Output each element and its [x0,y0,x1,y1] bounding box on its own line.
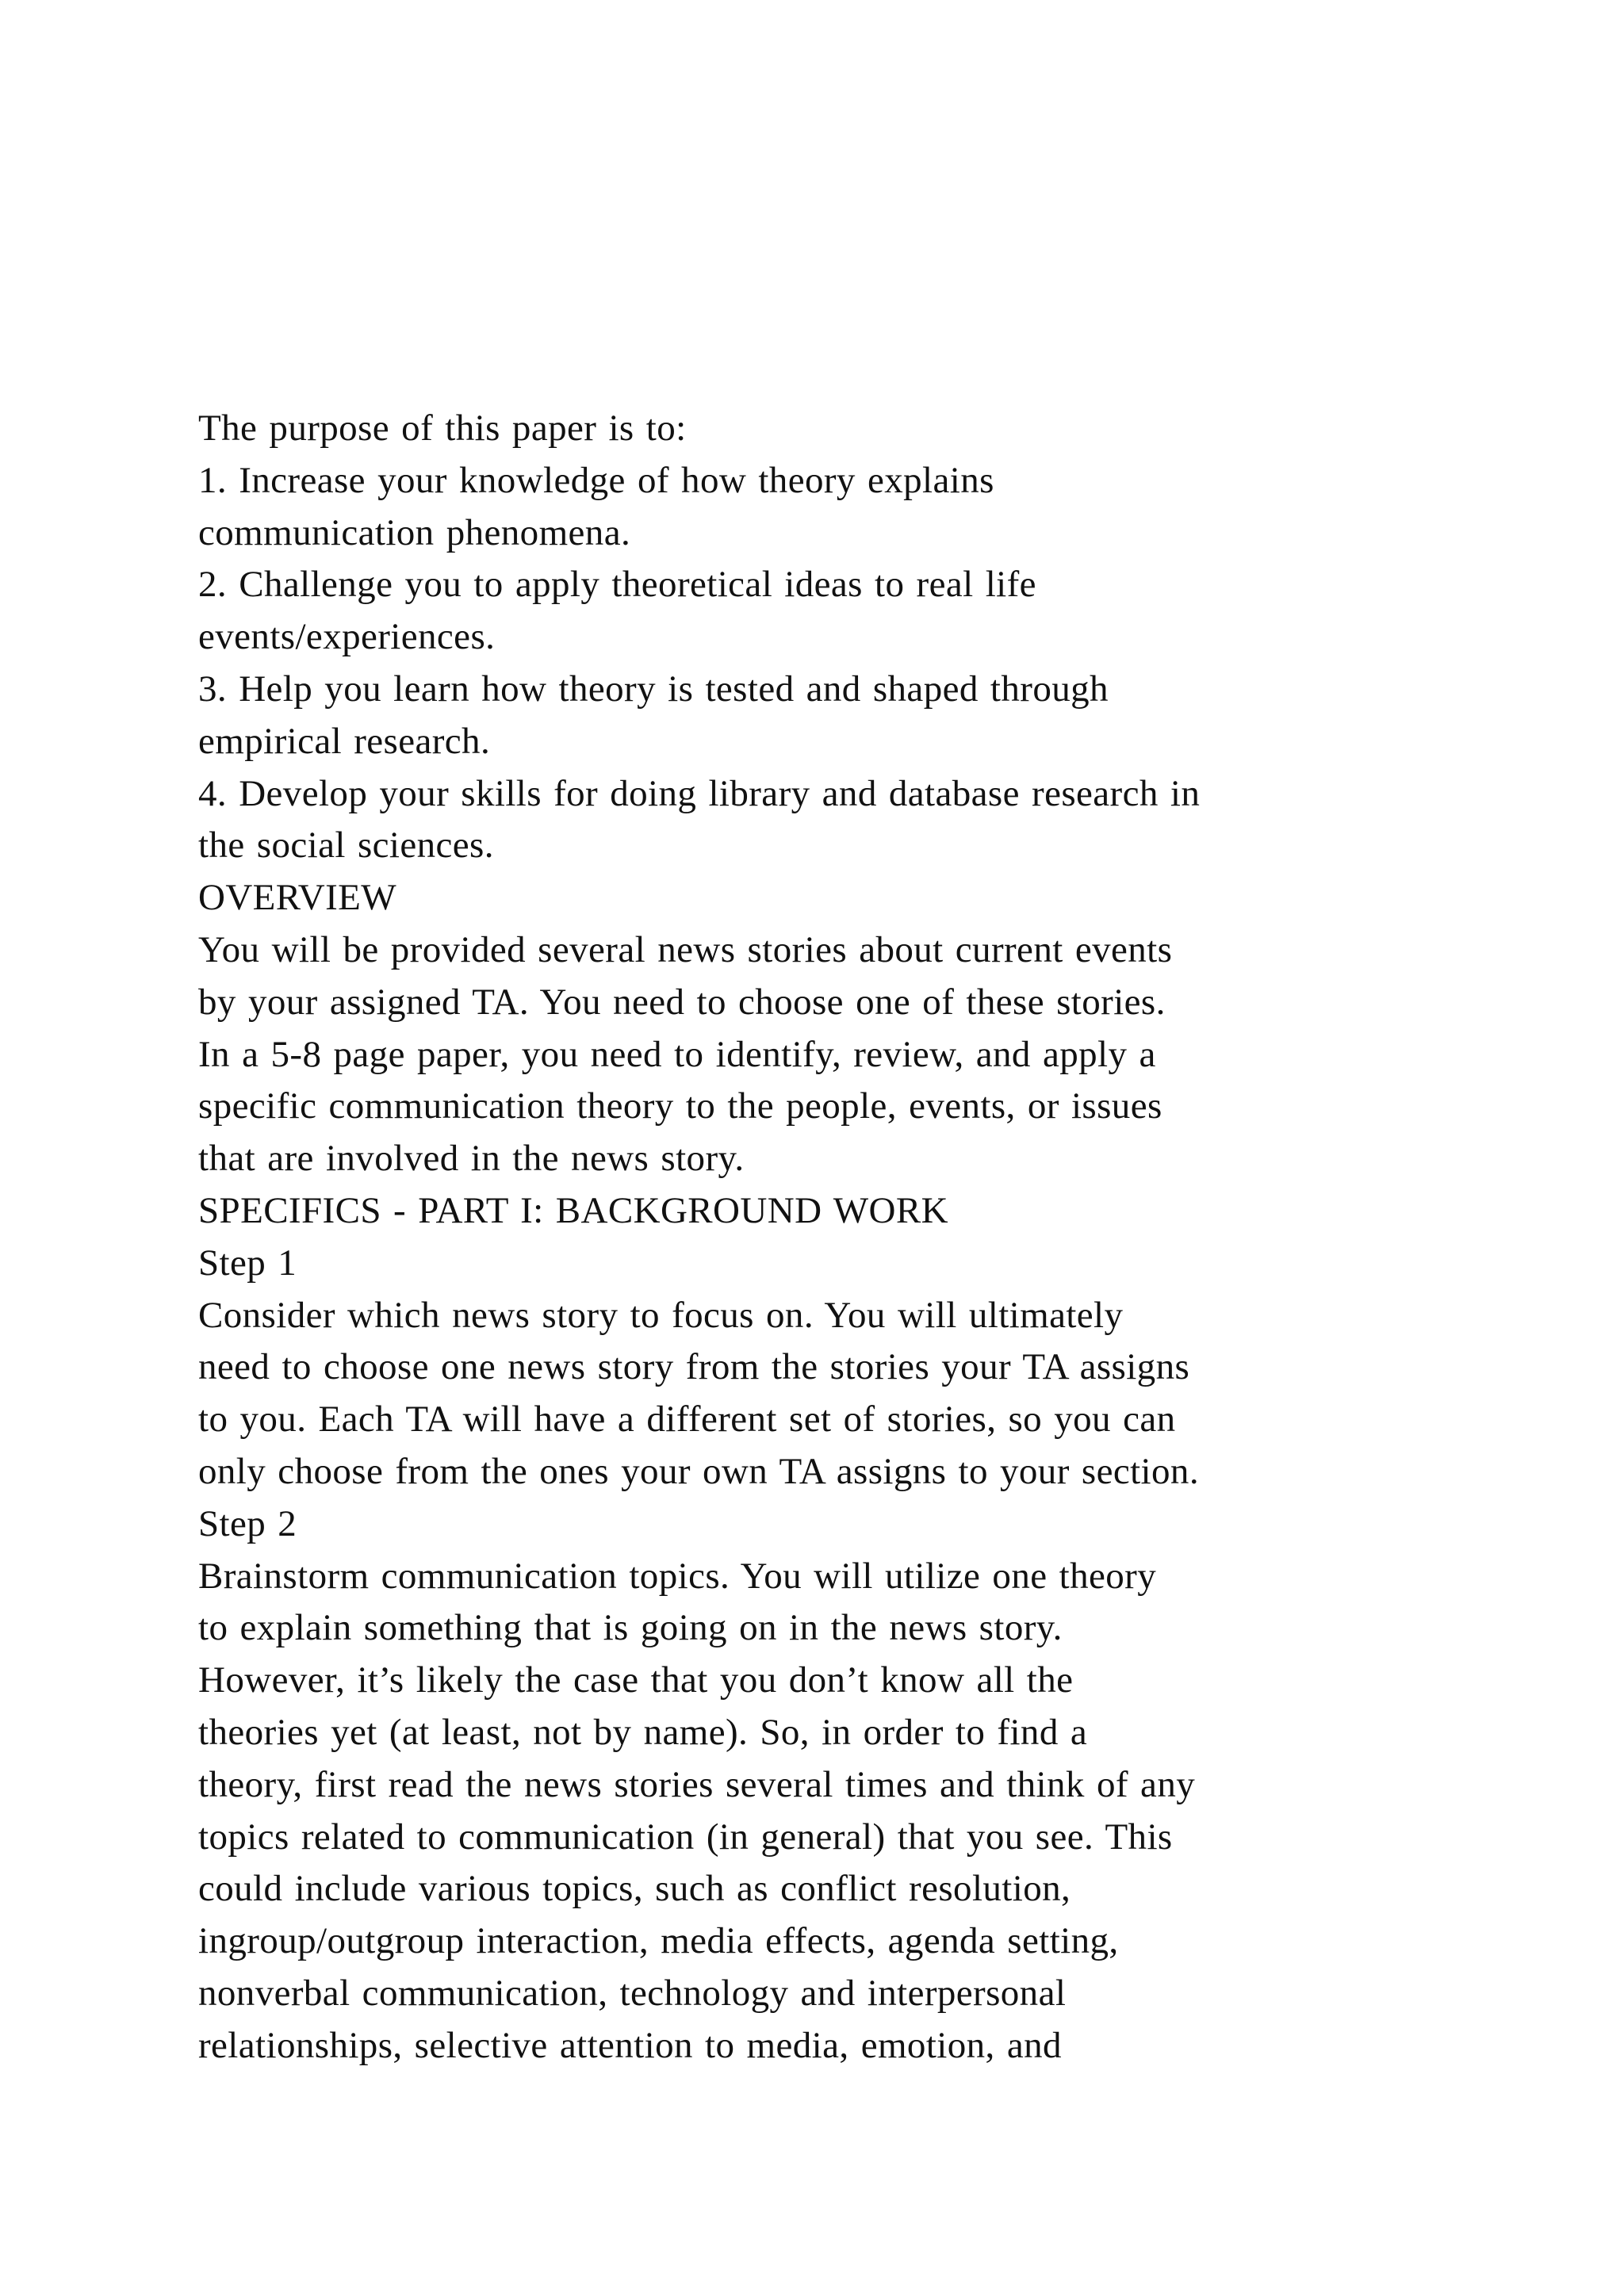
step-2-paragraph-line: However, it’s likely the case that you don’t know all the [198,1659,1074,1701]
intro-line: The purpose of this paper is to: [198,408,687,449]
step-2-paragraph-line: relationships, selective attention to media, emotion, and [198,2024,1062,2066]
purpose-item-4-line: 4. Develop your skills for doing library and database research in [198,772,1201,814]
overview-paragraph-line: You will be provided several news stories about current events [198,928,1173,970]
step-2-paragraph-line: theory, first read the news stories several times and think of any [198,1763,1196,1805]
step-1-heading: Step 1 [198,1242,297,1284]
specifics-heading: SPECIFICS - PART I: BACKGROUND WORK [198,1189,948,1231]
step-2-paragraph-line: ingroup/outgroup interaction, media effects, agenda setting, [198,1920,1119,1962]
step-2-paragraph-line: topics related to communication (in general) that you see. This [198,1816,1173,1858]
purpose-item-3-continuation: empirical research. [198,720,491,762]
document-body [198,403,1499,2072]
purpose-item-1-line: 1. Increase your knowledge of how theory explains [198,459,994,501]
step-2-paragraph-line: could include various topics, such as conflict resolution, [198,1868,1071,1910]
overview-paragraph-line: by your assigned TA. You need to choose one of these stories. [198,981,1166,1023]
purpose-item-4-continuation: the social sciences. [198,825,494,867]
step-2-paragraph-line: Brainstorm communication topics. You will utilize one theory [198,1555,1157,1597]
purpose-item-1-continuation: communication phenomena. [198,511,631,553]
step-2-paragraph-line: theories yet (at least, not by name). So, in order to find a [198,1711,1088,1753]
step-1-paragraph-line: Consider which news story to focus on. You will ultimately [198,1294,1124,1336]
step-2-paragraph-line: nonverbal communication, technology and interpersonal [198,1972,1067,2014]
step-2-heading: Step 2 [198,1502,297,1544]
purpose-item-3-line: 3. Help you learn how theory is tested and shaped through [198,668,1109,710]
step-1-paragraph-line: only choose from the ones your own TA assigns to your section. [198,1450,1199,1492]
purpose-item-2-line: 2. Challenge you to apply theoretical ideas to real life [198,564,1036,606]
overview-heading: OVERVIEW [198,877,397,919]
overview-paragraph-line: that are involved in the news story. [198,1138,745,1180]
purpose-item-2-continuation: events/experiences. [198,616,496,658]
overview-paragraph-line: specific communication theory to the people, events, or issues [198,1085,1162,1127]
step-1-paragraph-line: to you. Each TA will have a different set of stories, so you can [198,1399,1176,1441]
overview-paragraph-line: In a 5-8 page paper, you need to identify, review, and apply a [198,1033,1156,1075]
step-1-paragraph-line: need to choose one news story from the stories your TA assigns [198,1346,1190,1388]
step-2-paragraph-line: to explain something that is going on in the news story. [198,1607,1063,1649]
